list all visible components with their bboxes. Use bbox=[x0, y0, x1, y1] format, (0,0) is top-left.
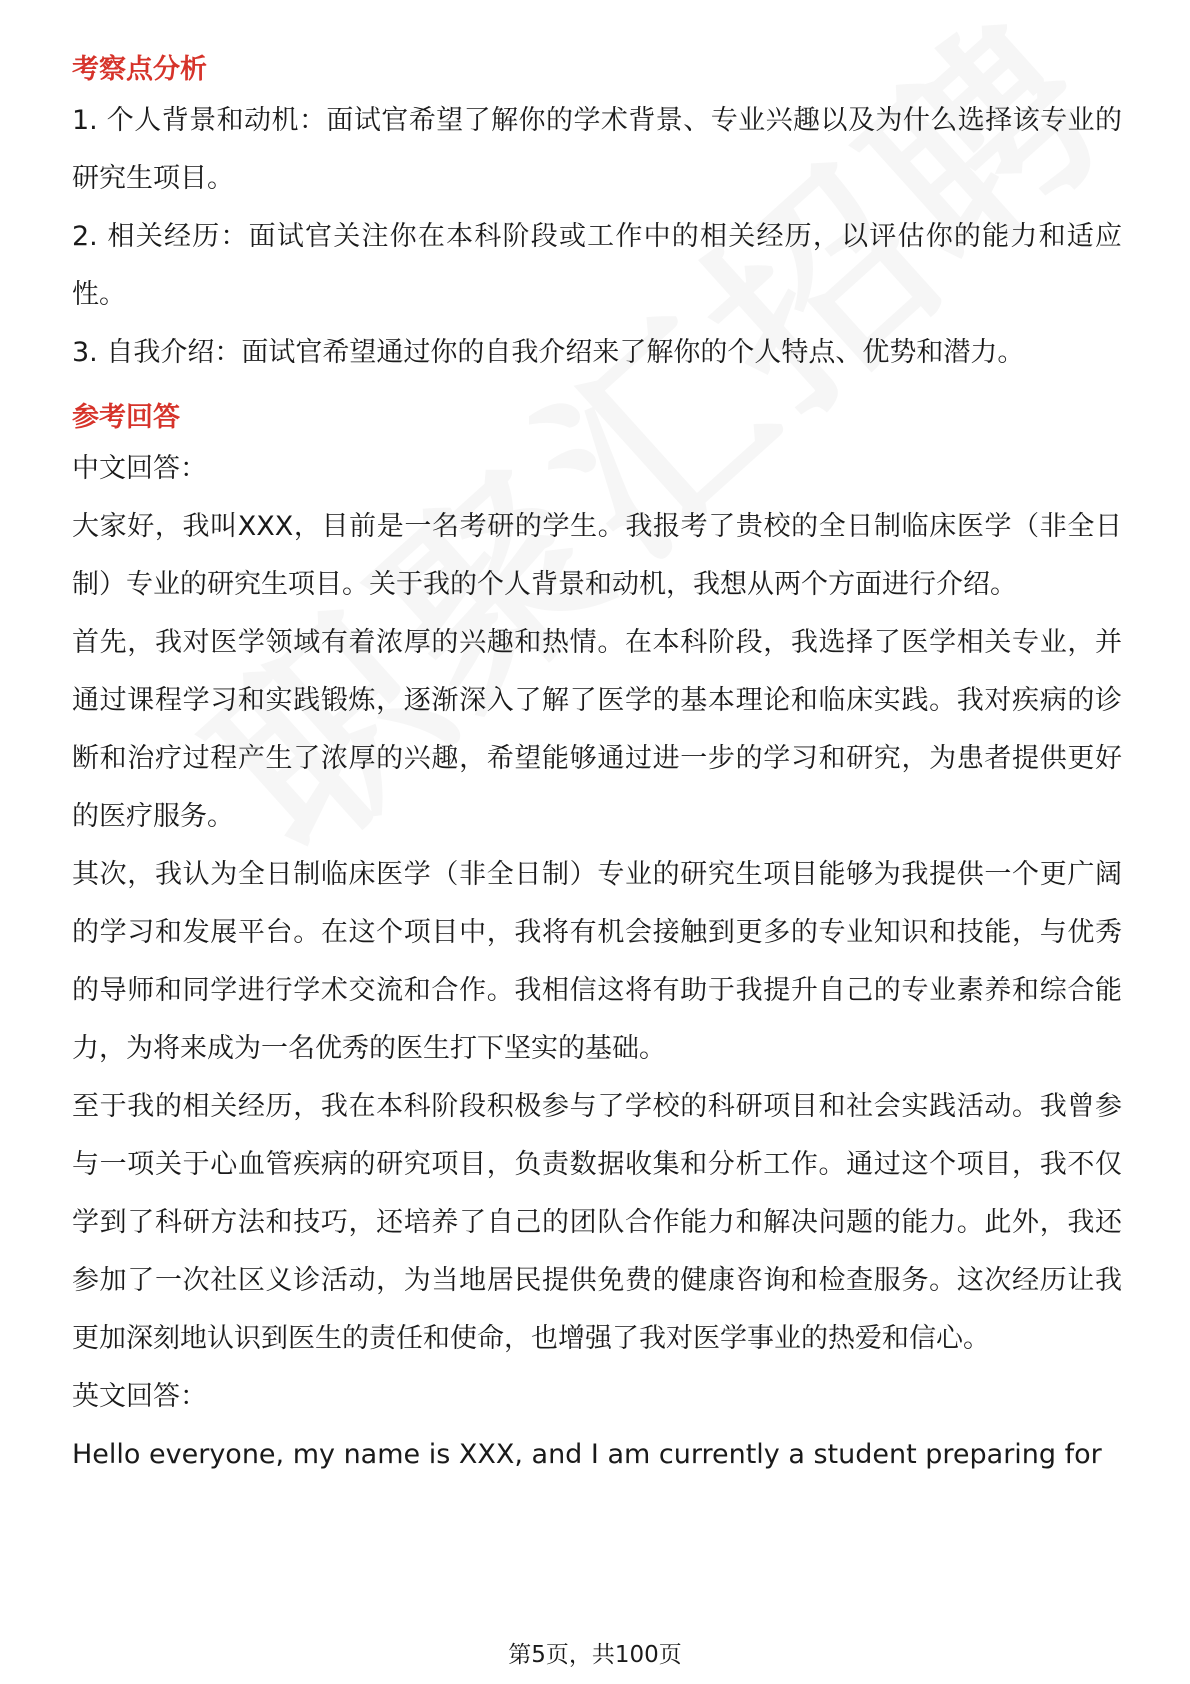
english-answer-label: 英文回答： bbox=[72, 1381, 207, 1412]
chinese-paragraph-4: 至于我的相关经历，我在本科阶段积极参与了学校的科研项目和社会实践活动。我曾参与一项关于心血管疾病的研究项目，负责数据收集和分析工作。通过这个项目，我不仅学到了科研方法和技巧，还培养了自己的团队合作能力和解决问题的能力。此外，我还参加了一次社区义诊活动，为当地居民提供免费的健康咨询和检查服务。这次经历让我更加深刻地认识到医生的责任和使命，也增强了我对医学事业的热爱和信心。 bbox=[72, 1091, 1122, 1354]
section-heading-analysis: 考察点分析 bbox=[72, 54, 207, 85]
analysis-item-3: 3. 自我介绍：面试官希望通过你的自我介绍来了解你的个人特点、优势和潜力。 bbox=[72, 337, 1025, 368]
chinese-paragraph-3: 其次，我认为全日制临床医学（非全日制）专业的研究生项目能够为我提供一个更广阔的学习和发展平台。在这个项目中，我将有机会接触到更多的专业知识和技能，与优秀的导师和同学进行学术交流和合作。我相信这将有助于我提升自己的专业素养和综合能力，为将来成为一名优秀的医生打下坚实的基础。 bbox=[72, 859, 1122, 1064]
analysis-item-1: 1. 个人背景和动机：面试官希望了解你的学术背景、专业兴趣以及为什么选择该专业的研究生项目。 bbox=[72, 105, 1122, 194]
english-paragraph-start: Hello everyone, my name is XXX, and I am currently a student preparing for bbox=[72, 1439, 1102, 1470]
analysis-item-2: 2. 相关经历：面试官关注你在本科阶段或工作中的相关经历，以评估你的能力和适应性。 bbox=[72, 221, 1122, 310]
chinese-paragraph-1: 大家好，我叫XXX，目前是一名考研的学生。我报考了贵校的全日制临床医学（非全日制）专业的研究生项目。关于我的个人背景和动机，我想从两个方面进行介绍。 bbox=[72, 511, 1122, 600]
chinese-paragraph-2: 首先，我对医学领域有着浓厚的兴趣和热情。在本科阶段，我选择了医学相关专业，并通过课程学习和实践锻炼，逐渐深入了解了医学的基本理论和临床实践。我对疾病的诊断和治疗过程产生了浓厚的兴趣，希望能够通过进一步的学习和研究，为患者提供更好的医疗服务。 bbox=[72, 627, 1122, 832]
chinese-answer-label: 中文回答： bbox=[72, 453, 207, 484]
page-indicator: 第5页，共100页 bbox=[508, 1642, 682, 1668]
section-heading-reference: 参考回答 bbox=[72, 402, 180, 433]
document-body bbox=[72, 50, 1122, 1484]
